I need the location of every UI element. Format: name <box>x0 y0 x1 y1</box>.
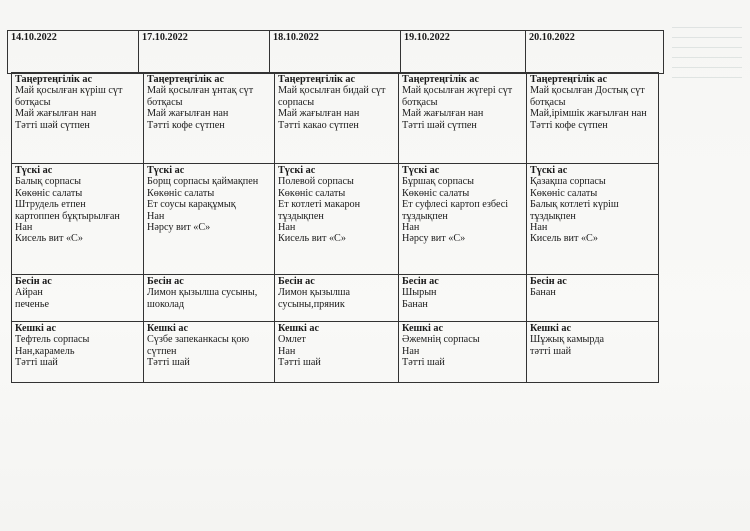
dish-line: Май қосылған күріш сүт ботқасы <box>15 85 123 108</box>
dish-line: Май қосылған жүгері сүт ботқасы <box>402 85 513 108</box>
dish-line: Тәтті какао сүтпен <box>278 119 359 131</box>
dish-line: Көкөніс салаты <box>402 187 470 199</box>
meal-title: Кешкі ас <box>147 323 188 334</box>
meal-title: Таңертеңгілік ас <box>278 74 355 85</box>
meal-title: Кешкі ас <box>530 323 571 334</box>
dish-line: Балық сорпасы <box>15 176 81 188</box>
meal-title: Бесін ас <box>15 276 52 287</box>
dish-line: Май жағылған нан <box>15 108 97 120</box>
date-header-table <box>7 30 664 74</box>
dish-line: Ет соусы карақұмық <box>147 199 236 211</box>
dish-line: Нан <box>530 222 548 234</box>
meal-row-breakfast <box>12 73 659 164</box>
dish-line: Тәтті кофе сүтпен <box>147 119 225 131</box>
meal-title: Бесін ас <box>147 276 184 287</box>
menu-cell <box>527 164 659 275</box>
dish-line: Ет суфлесі картоп езбесі тұздықпен <box>402 199 509 222</box>
dish-line: тәтті шай <box>530 345 572 357</box>
dish-line: Нәрсу вит «С» <box>402 233 466 245</box>
menu-cell <box>399 322 527 383</box>
meal-title: Таңертеңгілік ас <box>530 74 607 85</box>
date-cell: 17.10.2022 <box>139 31 270 74</box>
dish-line: Май жағылған нан <box>147 108 229 120</box>
menu-cell <box>12 73 144 164</box>
dish-line: картоппен бұқтырылған <box>15 210 120 222</box>
dish-line: Кисель вит «С» <box>530 233 598 245</box>
dish-line: Нан <box>15 222 33 234</box>
meal-title: Түскі ас <box>147 165 185 176</box>
dish-line: Нан <box>402 222 420 234</box>
menu-cell <box>144 275 275 322</box>
menu-cell <box>527 73 659 164</box>
meal-row-lunch <box>12 164 659 275</box>
dish-line: Көкөніс салаты <box>15 187 83 199</box>
date-cell: 20.10.2022 <box>526 31 664 74</box>
dish-line: Май қосылған ұнтақ сүт ботқасы <box>147 85 254 108</box>
dish-line: Банан <box>402 298 428 310</box>
dish-line: Борщ сорпасы қаймақпен <box>147 176 259 188</box>
dish-line: Нан,карамель <box>15 345 75 357</box>
dish-line: Әжемнің сорпасы <box>402 334 480 346</box>
dish-line: Тәтті шәй сүтпен <box>15 119 90 131</box>
meal-title: Түскі ас <box>530 165 568 176</box>
dish-line: Тәтті кофе сүтпен <box>530 119 608 131</box>
dish-line: Көкөніс салаты <box>278 187 346 199</box>
dish-line: Нәрсу вит «С» <box>147 222 211 234</box>
menu-body <box>12 73 659 383</box>
meal-title: Кешкі ас <box>15 323 56 334</box>
menu-cell <box>144 164 275 275</box>
dish-line: Май,ірімшік жағылған нан <box>530 108 647 120</box>
dish-line: Ет котлеті макарон тұздықпен <box>278 199 361 222</box>
menu-cell <box>144 322 275 383</box>
dish-line: Тәтті шай <box>278 357 321 369</box>
dish-line: Шұжық камырда <box>530 334 605 346</box>
meal-title: Бесін ас <box>278 276 315 287</box>
meal-title: Түскі ас <box>402 165 440 176</box>
dish-line: Тәтті шай <box>147 357 190 369</box>
dish-line: Банан <box>530 287 556 299</box>
dish-line: Шырын <box>402 287 437 299</box>
dish-line: Балық котлеті күріш тұздықпен <box>530 199 619 222</box>
menu-table <box>11 72 659 383</box>
menu-cell <box>12 164 144 275</box>
menu-cell <box>275 73 399 164</box>
menu-cell <box>399 73 527 164</box>
dish-line: печенье <box>15 298 49 310</box>
meal-title: Түскі ас <box>15 165 53 176</box>
meal-row-snack <box>12 275 659 322</box>
menu-cell <box>144 73 275 164</box>
menu-cell <box>275 275 399 322</box>
menu-cell <box>399 164 527 275</box>
dish-line: Полевой сорпасы <box>278 176 354 188</box>
meal-title: Бесін ас <box>530 276 567 287</box>
dish-line: Лимон қызылша сусыны, шоколад <box>147 287 258 310</box>
menu-cell <box>12 322 144 383</box>
dish-line: Тәтті шай <box>15 357 58 369</box>
menu-cell <box>527 275 659 322</box>
dish-line: Нан <box>402 345 420 357</box>
date-cell: 14.10.2022 <box>8 31 139 74</box>
dish-line: Нан <box>147 210 165 222</box>
meal-title: Түскі ас <box>278 165 316 176</box>
meal-title: Таңертеңгілік ас <box>147 74 224 85</box>
dish-line: Тәтті шай <box>402 357 445 369</box>
dish-line: Тәтті шәй сүтпен <box>402 119 477 131</box>
dish-line: Май қосылған бидай сүт сорпасы <box>278 85 386 108</box>
dish-line: Айран <box>15 287 43 299</box>
dish-line: Май жағылған нан <box>278 108 360 120</box>
menu-cell <box>275 164 399 275</box>
dish-line: Кисель вит «С» <box>15 233 83 245</box>
menu-cell <box>527 322 659 383</box>
meal-title: Бесін ас <box>402 276 439 287</box>
dish-line: Қазақша сорпасы <box>530 176 606 188</box>
dish-line: Нан <box>278 222 296 234</box>
date-cell: 18.10.2022 <box>270 31 401 74</box>
dish-line: Көкөніс салаты <box>530 187 598 199</box>
dish-line: Сүзбе запеканкасы қою сүтпен <box>147 334 250 357</box>
menu-cell <box>12 275 144 322</box>
bleed-through-text <box>672 18 742 78</box>
dish-line: Кисель вит «С» <box>278 233 346 245</box>
meal-title: Таңертеңгілік ас <box>402 74 479 85</box>
dish-line: Май жағылған нан <box>402 108 484 120</box>
dish-line: Штрудель етпен <box>15 199 86 211</box>
dish-line: Тефтель сорпасы <box>15 334 90 346</box>
meal-title: Кешкі ас <box>278 323 319 334</box>
date-cell: 19.10.2022 <box>401 31 526 74</box>
menu-cell <box>275 322 399 383</box>
menu-cell <box>399 275 527 322</box>
meal-row-dinner <box>12 322 659 383</box>
dish-line: Лимон қызылша сусыны,пряник <box>278 287 351 310</box>
dish-line: Нан <box>278 345 296 357</box>
dish-line: Бұршақ сорпасы <box>402 176 474 188</box>
dish-line: Май қосылған Достық сүт ботқасы <box>530 85 645 108</box>
dish-line: Көкөніс салаты <box>147 187 215 199</box>
meal-title: Таңертеңгілік ас <box>15 74 92 85</box>
meal-title: Кешкі ас <box>402 323 443 334</box>
dish-line: Омлет <box>278 334 306 346</box>
date-row <box>8 31 664 74</box>
